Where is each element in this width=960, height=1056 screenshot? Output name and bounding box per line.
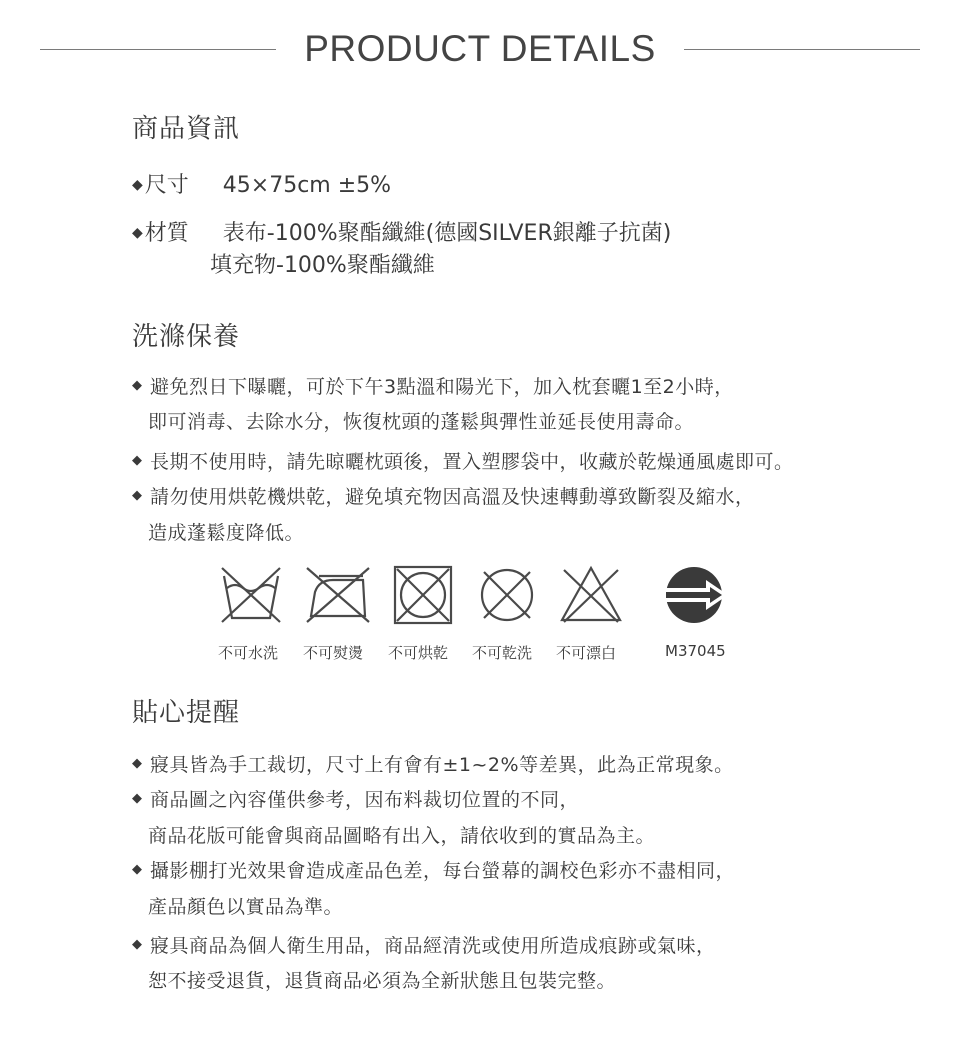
bullet-icon: ◆ [132, 488, 142, 503]
no-wash-label: 不可水洗 [218, 644, 279, 662]
bullet-icon: ◆ [132, 937, 142, 952]
section-title-product-info: 商品資訊 [132, 114, 241, 144]
bullet-icon: ◆ [132, 862, 142, 877]
no-iron-label: 不可熨燙 [303, 644, 364, 662]
size-label: 尺寸 [144, 173, 189, 198]
notes-line-4: 攝影棚打光效果會造成產品色差，每台螢幕的調校色彩亦不盡相同， [150, 860, 736, 882]
care-line-5: 造成蓬鬆度降低。 [148, 522, 305, 544]
no-wash-icon [218, 564, 284, 626]
bsmi-mark-icon [662, 564, 730, 626]
bsmi-code-label: M37045 [665, 642, 726, 660]
page-header [0, 24, 960, 80]
material-line-1: 表布-100%聚酯纖維(德國SILVER銀離子抗菌) [222, 221, 672, 246]
bullet-icon: ◆ [132, 791, 142, 806]
bullet-icon: ◆ [132, 378, 142, 393]
care-line-4: 請勿使用烘乾機烘乾，避免填充物因高溫及快速轉動導致斷裂及縮水， [150, 486, 755, 508]
no-tumble-dry-label: 不可烘乾 [388, 644, 449, 662]
care-line-3: 長期不使用時，請先晾曬枕頭後，置入塑膠袋中，收藏於乾燥通風處即可。 [150, 451, 794, 473]
material-label: 材質 [144, 221, 189, 246]
section-title-notes: 貼心提醒 [132, 698, 241, 728]
header-rule-right [684, 49, 920, 50]
care-line-1: 避免烈日下曝曬，可於下午3點溫和陽光下，加入枕套曬1至2小時， [150, 376, 734, 398]
notes-line-1: 寢具皆為手工裁切，尺寸上有會有±1~2%等差異，此為正常現象。 [150, 754, 734, 776]
material-row [132, 216, 671, 247]
no-iron-icon [303, 564, 373, 626]
header-rule-left [40, 49, 276, 50]
bullet-icon: ◆ [132, 177, 143, 193]
notes-line-2: 商品圖之內容僅供參考，因布料裁切位置的不同， [150, 789, 580, 811]
care-line-2: 即可消毒、去除水分，恢復枕頭的蓬鬆與彈性並延長使用壽命。 [148, 411, 695, 433]
notes-line-6: 寢具商品為個人衛生用品，商品經清洗或使用所造成痕跡或氣味， [150, 935, 716, 957]
size-row [132, 168, 391, 199]
bullet-icon: ◆ [132, 756, 142, 771]
size-value: 45×75cm ±5% [222, 173, 392, 198]
material-line-2: 填充物-100%聚酯纖維 [210, 253, 435, 278]
no-bleach-icon [556, 564, 626, 626]
notes-line-5: 產品顏色以實品為準。 [148, 896, 344, 918]
no-dry-clean-icon [476, 564, 538, 626]
no-dry-clean-label: 不可乾洗 [472, 644, 533, 662]
bullet-icon: ◆ [132, 225, 143, 241]
bullet-icon: ◆ [132, 453, 142, 468]
no-tumble-dry-icon [390, 564, 456, 626]
section-title-care: 洗滌保養 [132, 322, 241, 352]
no-bleach-label: 不可漂白 [556, 644, 617, 662]
notes-line-3: 商品花版可能會與商品圖略有出入，請依收到的實品為主。 [148, 825, 656, 847]
notes-line-7: 恕不接受退貨，退貨商品必須為全新狀態且包裝完整。 [148, 970, 617, 992]
page-title: PRODUCT DETAILS [304, 28, 656, 69]
